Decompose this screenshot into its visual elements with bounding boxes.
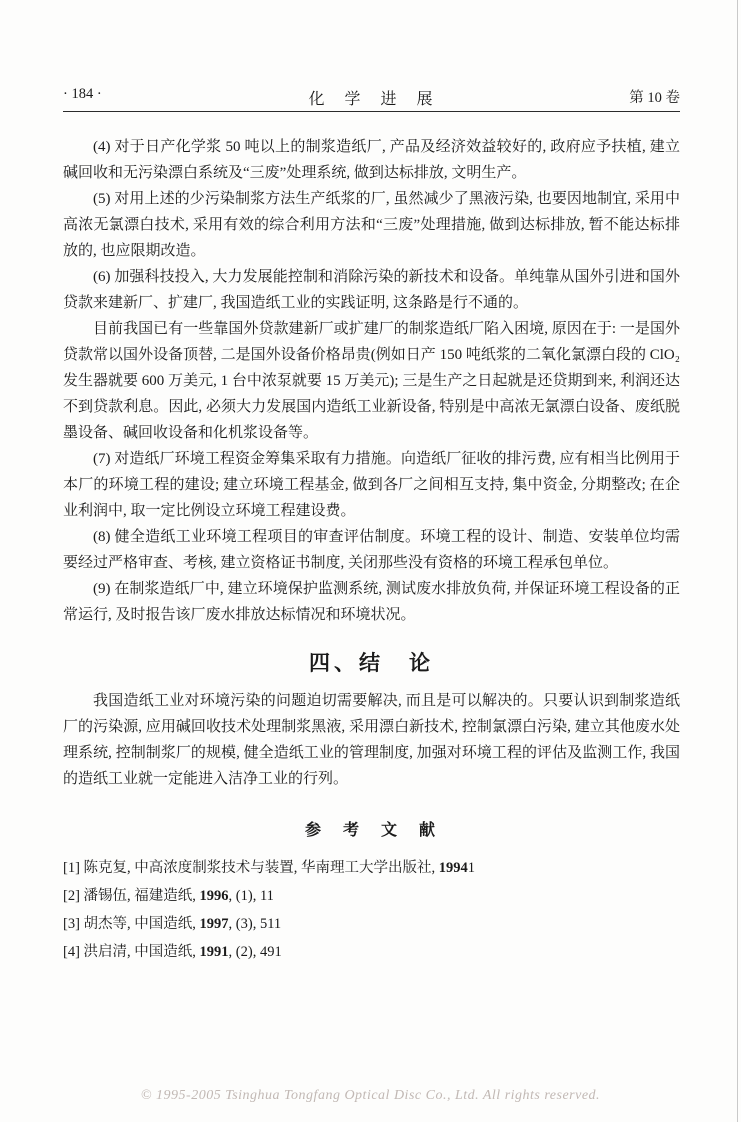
paragraph-item-7: (7) 对造纸厂环境工程资金筹集采取有力措施。向造纸厂征收的排污费, 应有相当比例用于本厂的环境工程的建设; 建立环境工程基金, 做到各厂之间相互支持, 集中资金, 分期整改; 在企业利润中, 取一定比例设立环境工程建设费。 bbox=[63, 451, 680, 519]
references-title: 参 考 文 献 bbox=[304, 822, 438, 839]
section-title-conclusion: 四、结 论 bbox=[309, 651, 434, 675]
reference-year: 1997 bbox=[199, 916, 229, 932]
reference-item bbox=[63, 910, 680, 938]
reference-item bbox=[63, 938, 680, 966]
reference-item bbox=[63, 854, 680, 882]
references-list bbox=[63, 854, 680, 966]
page-content bbox=[63, 86, 680, 966]
paragraph-item-9: (9) 在制浆造纸厂中, 建立环境保护监测系统, 测试废水排放负荷, 并保证环境工程设备的正常运行, 及时报告该厂废水排放达标情况和环境状况。 bbox=[63, 581, 680, 623]
reference-text: [2] 潘锡伍, 福建造纸, bbox=[63, 888, 200, 904]
volume-label: 第 10 卷 bbox=[629, 90, 680, 106]
reference-year: 1994 bbox=[438, 860, 468, 876]
reference-suffix: 1 bbox=[467, 860, 476, 876]
reference-suffix: , (2), 491 bbox=[228, 944, 282, 960]
page-header bbox=[63, 86, 680, 108]
reference-suffix: , (3), 511 bbox=[228, 916, 282, 932]
reference-text: [3] 胡杰等, 中国造纸, bbox=[63, 916, 200, 932]
paragraph-item-5: (5) 对用上述的少污染制浆方法生产纸浆的厂, 虽然减少了黑液污染, 也要因地制宜, 采用中高浓无氯漂白技术, 采用有效的综合利用方法和“三废”处理措施, 做到达标排放, 暂不能达标排放的, 也应限期改造。 bbox=[63, 191, 680, 259]
paragraph-loan-discussion: 目前我国已有一些靠国外贷款建新厂或扩建厂的制浆造纸厂陷入困境, 原因在于: 一是国外贷款常以国外设备顶替, 二是国外设备价格昂贵(例如日产 150 吨纸浆的二氧化氯漂白段的 ClO₂ 发生器就要 600 万美元, 1 台中浓泵就要 15 万美元); 三是生产之日起就是还贷期到来, 利润还达不到贷款利息。因此, 必须大力发展国内造纸工业新设备, 特别是中高浓无氯漂白设备、废纸脱墨设备、碱回收设备和化机浆设备等。 bbox=[63, 321, 680, 441]
article-body bbox=[63, 134, 680, 966]
scan-edge-artifact bbox=[737, 0, 738, 1122]
journal-title: 化 学 进 展 bbox=[308, 91, 435, 108]
paragraph-item-4: (4) 对于日产化学浆 50 吨以上的制浆造纸厂, 产品及经济效益较好的, 政府应予扶植, 建立碱回收和无污染漂白系统及“三废”处理系统, 做到达标排放, 文明生产。 bbox=[63, 139, 680, 181]
header-rule bbox=[63, 111, 680, 112]
reference-year: 1996 bbox=[199, 888, 229, 904]
copyright-footer: © 1995-2005 Tsinghua Tongfang Optical Disc Co., Ltd. All rights reserved. bbox=[140, 1088, 601, 1103]
reference-text: [4] 洪启清, 中国造纸, bbox=[63, 944, 200, 960]
reference-suffix: , (1), 11 bbox=[228, 888, 274, 904]
reference-item bbox=[63, 882, 680, 910]
reference-year: 1991 bbox=[199, 944, 229, 960]
reference-text: [1] 陈克复, 中高浓度制浆技术与装置, 华南理工大学出版社, bbox=[63, 860, 439, 876]
conclusion-paragraph: 我国造纸工业对环境污染的问题迫切需要解决, 而且是可以解决的。只要认识到制浆造纸厂的污染源, 应用碱回收技术处理制浆黑液, 采用漂白新技术, 控制氯漂白污染, 建立其他废水处理系统, 控制制浆厂的规模, 健全造纸工业的管理制度, 加强对环境工程的评估及监测工作, 我国的造纸工业就一定能进入洁净工业的行列。 bbox=[63, 693, 680, 787]
paragraph-item-8: (8) 健全造纸工业环境工程项目的审查评估制度。环境工程的设计、制造、安装单位均需要经过严格审查、考核, 建立资格证书制度, 关闭那些没有资格的环境工程承包单位。 bbox=[63, 529, 680, 571]
paragraph-item-6: (6) 加强科技投入, 大力发展能控制和消除污染的新技术和设备。单纯靠从国外引进和国外贷款来建新厂、扩建厂, 我国造纸工业的实践证明, 这条路是行不通的。 bbox=[63, 269, 680, 311]
page-number: · 184 · bbox=[63, 86, 102, 102]
